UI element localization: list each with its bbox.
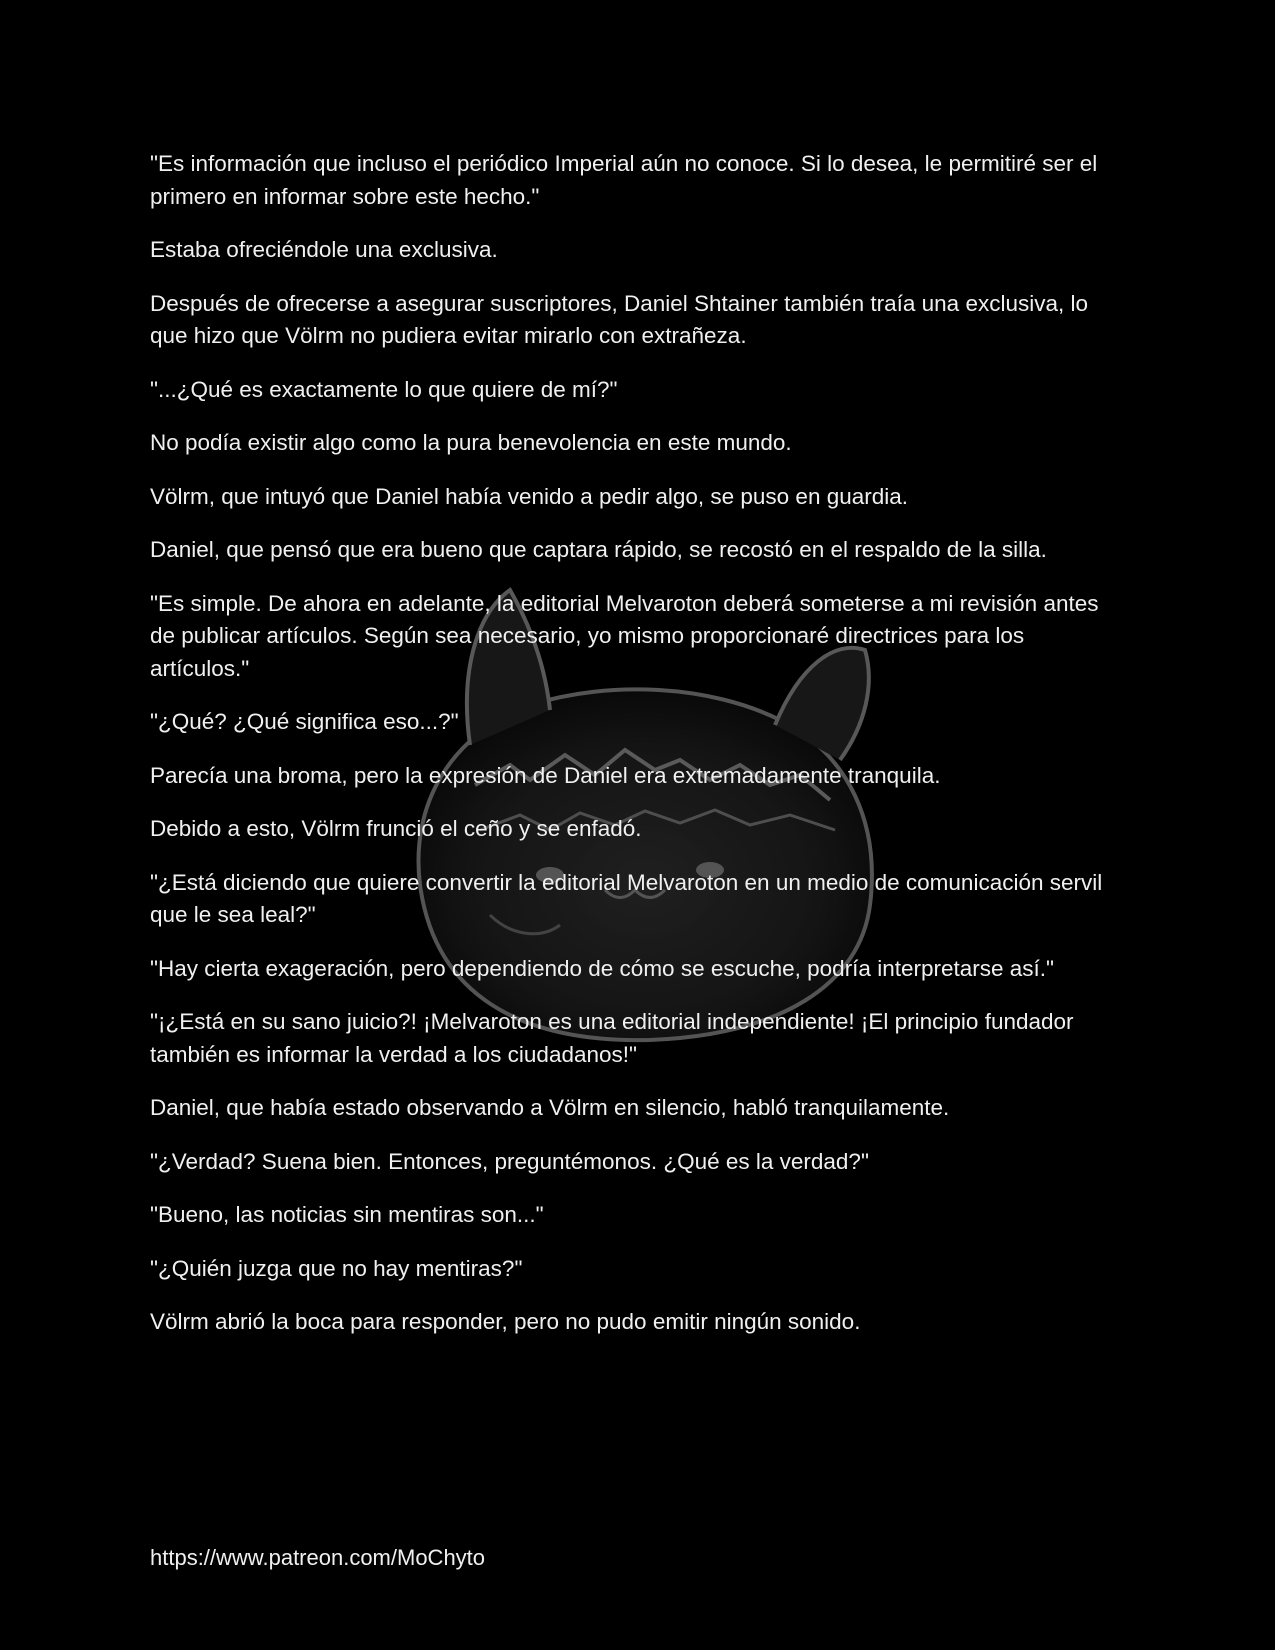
paragraph: "¿Quién juzga que no hay mentiras?" <box>150 1255 523 1281</box>
paragraph: "...¿Qué es exactamente lo que quiere de mí?" <box>150 376 618 402</box>
paragraph: "¿Qué? ¿Qué significa eso...?" <box>150 709 459 734</box>
patreon-link[interactable]: https://www.patreon.com/MoChyto <box>150 1545 486 1570</box>
paragraph: "¿Está diciendo que quiere convertir la editorial Melvaroton en un medio de comunicación servil que le sea leal?" <box>150 869 1103 927</box>
paragraph: Después de ofrecerse a asegurar suscriptores, Daniel Shtainer también traía una exclusiva, lo que hizo que Völrm no pudiera evitar mirarlo con extrañeza. <box>150 290 1088 348</box>
document-body <box>150 148 1110 1360</box>
paragraph: "Es simple. De ahora en adelante, la editorial Melvaroton deberá someterse a mi revisión antes de publicar artículos. Según sea necesario, yo mismo proporcionaré directrices para los artículos." <box>150 590 1099 681</box>
paragraph: Völrm, que intuyó que Daniel había venido a pedir algo, se puso en guardia. <box>150 483 909 509</box>
paragraph: Debido a esto, Völrm frunció el ceño y se enfadó. <box>150 816 642 841</box>
paragraph: Estaba ofreciéndole una exclusiva. <box>150 237 498 262</box>
paragraph: Völrm abrió la boca para responder, pero no pudo emitir ningún sonido. <box>150 1309 861 1334</box>
paragraph: "Hay cierta exageración, pero dependiendo de cómo se escuche, podría interpretarse así." <box>150 955 1055 981</box>
paragraph: "¿Verdad? Suena bien. Entonces, preguntémonos. ¿Qué es la verdad?" <box>150 1148 869 1174</box>
paragraph: "¡¿Está en su sano juicio?! ¡Melvaroton es una editorial independiente! ¡El principio fundador también es informar la verdad a los ciudadanos!" <box>150 1009 1074 1067</box>
paragraph: Daniel, que pensó que era bueno que captara rápido, se recostó en el respaldo de la silla. <box>150 537 1047 562</box>
paragraph: Daniel, que había estado observando a Völrm en silencio, habló tranquilamente. <box>150 1095 950 1120</box>
paragraph: No podía existir algo como la pura benevolencia en este mundo. <box>150 430 792 455</box>
paragraph: Parecía una broma, pero la expresión de Daniel era extremadamente tranquila. <box>150 762 941 788</box>
paragraph: "Es información que incluso el periódico Imperial aún no conoce. Si lo desea, le permitiré ser el primero en informar sobre este hecho." <box>150 151 1098 209</box>
paragraph: "Bueno, las noticias sin mentiras son..." <box>150 1202 544 1227</box>
